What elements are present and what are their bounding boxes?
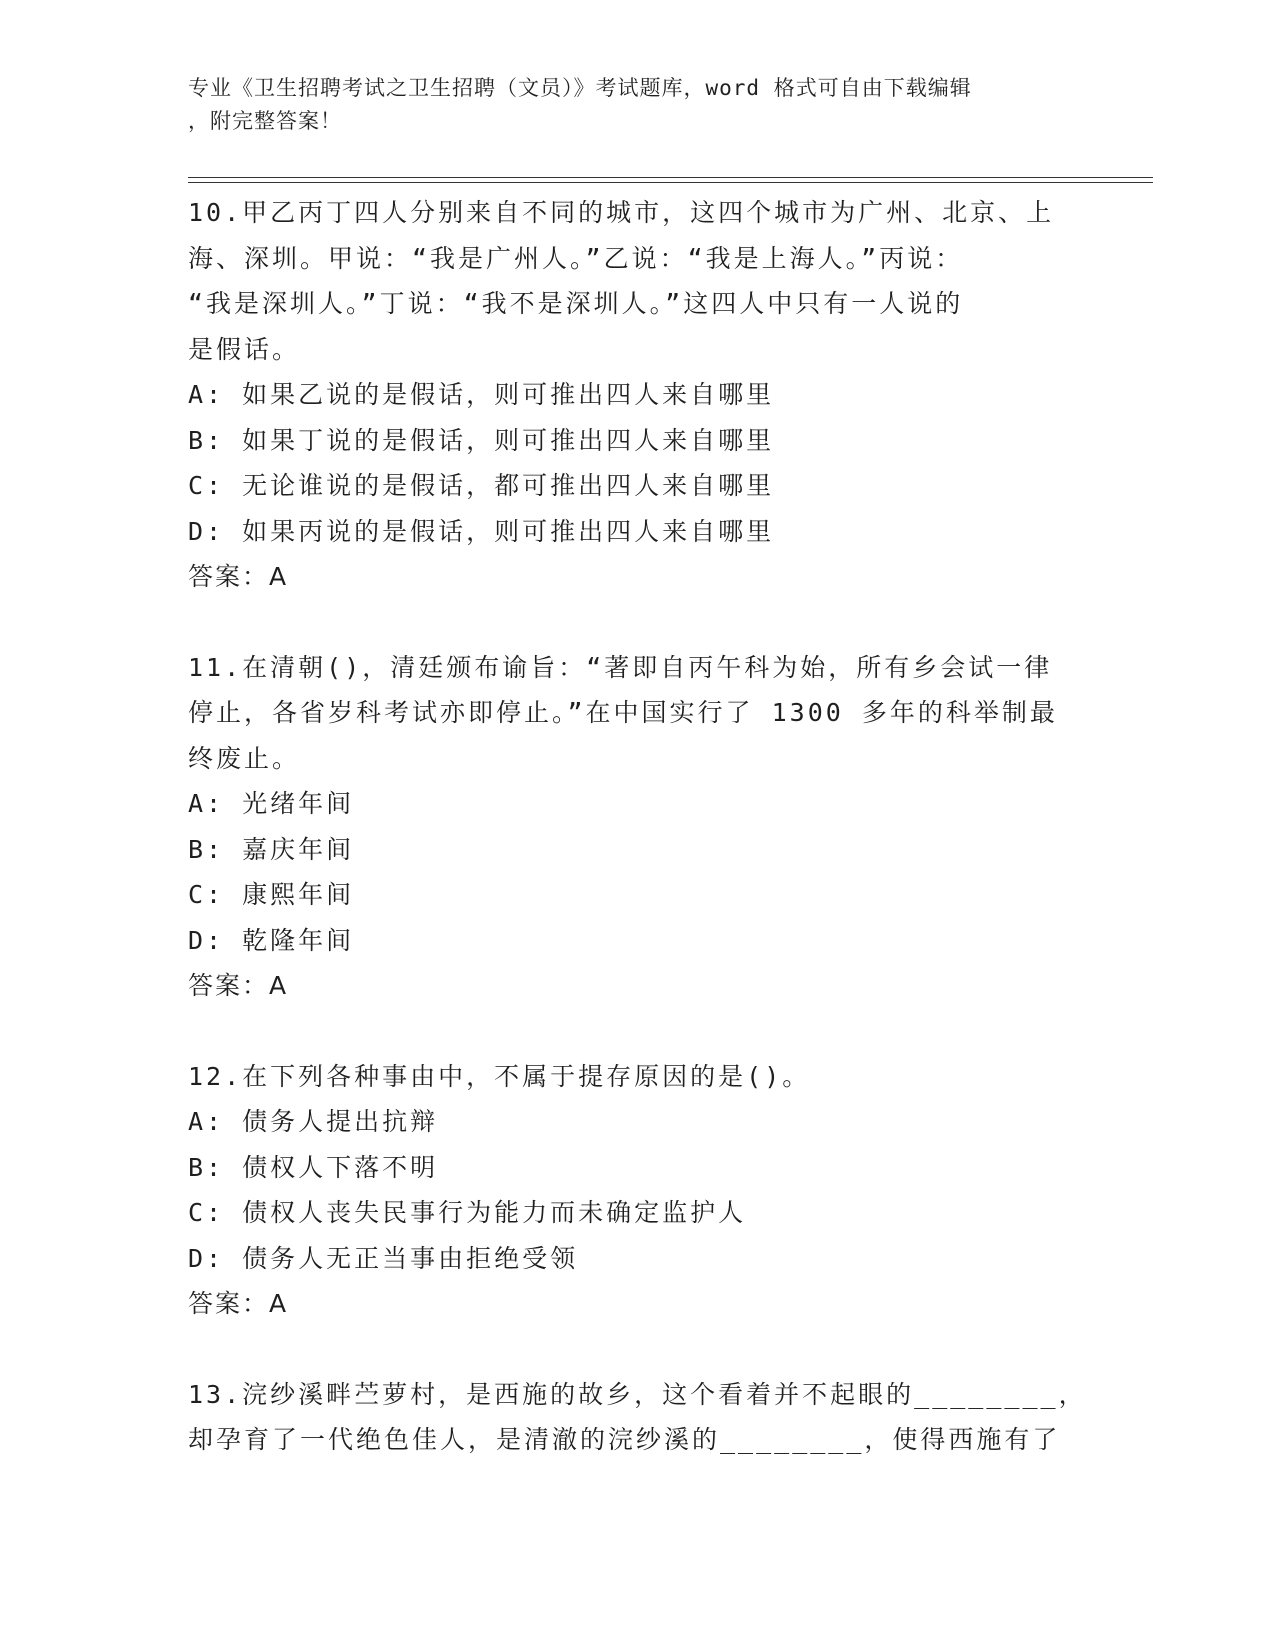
spacer xyxy=(188,600,1088,645)
header-divider-bottom xyxy=(188,182,1153,183)
question-text-line: 却孕育了一代绝色佳人，是清澈的浣纱溪的________，使得西施有了 xyxy=(188,1425,1061,1454)
option-c: C: 无论谁说的是假话，都可推出四人来自哪里 xyxy=(188,471,775,500)
option-c: C: 债权人丧失民事行为能力而未确定监护人 xyxy=(188,1198,747,1227)
option-d: D: 债务人无正当事由拒绝受领 xyxy=(188,1243,579,1273)
header-divider-top xyxy=(188,177,1153,178)
option-d: D: 如果丙说的是假话，则可推出四人来自哪里 xyxy=(188,516,775,546)
question-text-line: 是假话。 xyxy=(188,334,301,364)
spacer xyxy=(188,1327,1088,1372)
header-line-1: 专业《卫生招聘考试之卫生招聘（文员）》考试题库，word 格式可自由下载编辑 xyxy=(188,76,972,100)
question-text-line: 停止，各省岁科考试亦即停止。”在中国实行了 1300 多年的科举制最 xyxy=(188,698,1058,727)
header-line-2: ，附完整答案！ xyxy=(188,109,342,133)
question-12 xyxy=(188,1054,1088,1327)
question-text-line: 11.在清朝()，清廷颁布谕旨：“著即自丙午科为始，所有乡会试一律 xyxy=(188,652,1053,682)
question-text-line: 海、深圳。甲说：“我是广州人。”乙说：“我是上海人。”丙说： xyxy=(188,243,964,273)
option-c: C: 康熙年间 xyxy=(188,880,355,909)
question-text-line: “我是深圳人。”丁说：“我不是深圳人。”这四人中只有一人说的 xyxy=(188,289,964,318)
question-13 xyxy=(188,1372,1088,1463)
question-text-line: 10.甲乙丙丁四人分别来自不同的城市，这四个城市为广州、北京、上 xyxy=(188,198,1055,227)
question-text-line: 12.在下列各种事由中，不属于提存原因的是()。 xyxy=(188,1061,811,1091)
option-b: B: 债权人下落不明 xyxy=(188,1152,439,1182)
answer-line: 答案：A xyxy=(188,971,289,1000)
answer-line: 答案：A xyxy=(188,562,289,591)
question-10 xyxy=(188,190,1088,600)
document-header xyxy=(188,72,1068,138)
option-b: B: 嘉庆年间 xyxy=(188,834,355,864)
question-list xyxy=(188,190,1088,1463)
answer-line: 答案：A xyxy=(188,1289,289,1318)
spacer xyxy=(188,1009,1088,1054)
option-d: D: 乾隆年间 xyxy=(188,925,355,955)
option-b: B: 如果丁说的是假话，则可推出四人来自哪里 xyxy=(188,425,775,455)
question-11 xyxy=(188,645,1088,1009)
option-a: A: 债务人提出抗辩 xyxy=(188,1107,439,1136)
option-a: A: 光绪年间 xyxy=(188,789,355,818)
question-text-line: 13.浣纱溪畔苎萝村，是西施的故乡，这个看着并不起眼的________， xyxy=(188,1379,1087,1409)
option-a: A: 如果乙说的是假话，则可推出四人来自哪里 xyxy=(188,380,775,409)
question-text-line: 终废止。 xyxy=(188,743,301,773)
